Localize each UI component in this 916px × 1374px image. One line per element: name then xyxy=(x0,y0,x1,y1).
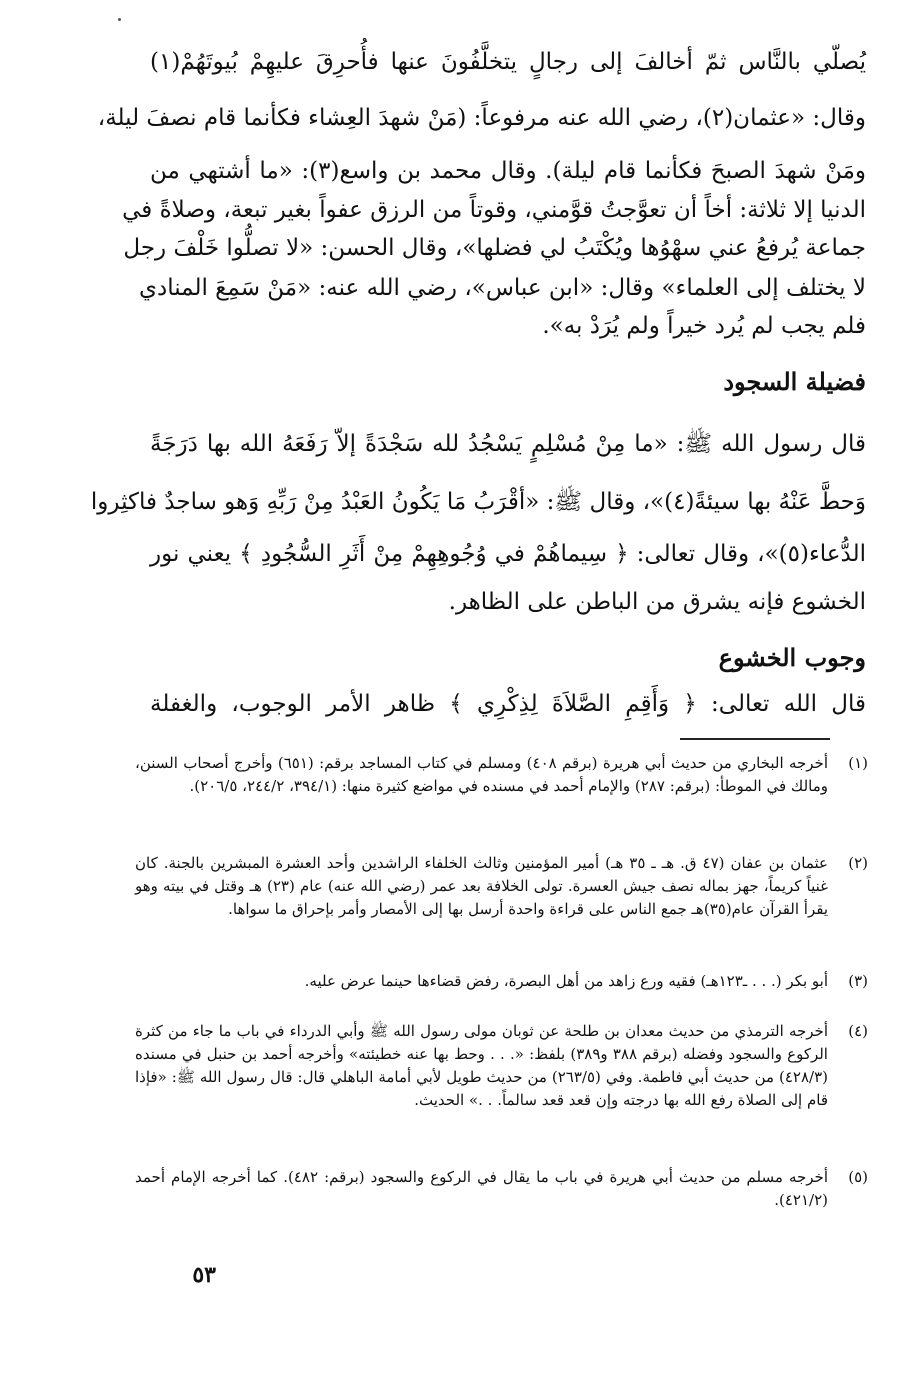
section-1-line-1: قال رسول الله ﷺ: «ما مِنْ مُسْلِمٍ يَسْجُدُ لله سَجْدَةً إلاّ رَفَعَهُ الله بها دَرَجَةً xyxy=(150,431,866,457)
page-number: ٥٣ xyxy=(192,1262,216,1288)
section-1-line-4: الخشوع فإنه يشرق من الباطن على الظاهر. xyxy=(448,589,866,615)
footnote-4 xyxy=(135,1020,868,1112)
footnote-text: أبو بكر (. . . ـ١٢٣هـ) فقيه ورع زاهد من أهل البصرة، رفض قضاءها حينما عرض عليه. xyxy=(304,972,828,990)
footnote-separator xyxy=(680,738,830,740)
body-line-5: جماعة يُرفعُ عني سهْوُها ويُكْتَبُ لي فضلها»، وقال الحسن: «لا تصلُّوا خَلْفَ رجل xyxy=(123,235,866,261)
footnote-text: أخرجه البخاري من حديث أبي هريرة (برقم ٤٠٨) ومسلم في كتاب المساجد برقم: (٦٥١) وأخرج أصحاب السنن، ومالك في الموطأ: (برقم: ٢٨٧) والإمام أحمد في مسنده في مواضع كثيرة منها: (٣٩٤/١، ٢٤٤/٢، ٢٠٦/٥). xyxy=(135,754,828,795)
footnote-number: (٥) xyxy=(848,1168,868,1186)
footnote-1 xyxy=(135,752,868,798)
footnote-text: أخرجه الترمذي من حديث معدان بن طلحة عن ثوبان مولى رسول الله ﷺ وأبي الدرداء في باب ما جاء من كثرة الركوع والسجود وفضله (برقم ٣٨٨ و٣٨٩) بلفظ: «. . . وحط بها عنه خطيئته» وأخرجه أحمد بن حنبل في مسنده (٤٢٨/٣) من حديث أبي فاطمة. وفي (٢٦٣/٥) من حديث طويل لأبي أمامة الباهلي قال: قال رسول الله ﷺ: «فإذا قام إلى الصلاة رفع الله بها درجته وإن قعد قعد سالماً. . .» الحديث. xyxy=(135,1022,828,1109)
footnote-3 xyxy=(135,970,868,993)
body-line-3: ومَنْ شهدَ الصبحَ فكأنما قام ليلة). وقال محمد بن واسع(٣): «ما أشتهي من xyxy=(150,158,867,184)
footnote-number: (٣) xyxy=(848,972,868,990)
footnote-text: أخرجه مسلم من حديث أبي هريرة في باب ما يقال في الركوع والسجود (برقم: ٤٨٢). كما أخرجه الإمام أحمد (٤٢١/٢). xyxy=(135,1168,828,1209)
section-1-line-2: وَحطَّ عَنْهُ بها سيئةً(٤)»، وقال ﷺ: «أقْرَبُ مَا يَكُونُ العَبْدُ مِنْ رَبِّهِ وَهو ساجدٌ فاكثِروا xyxy=(90,489,866,515)
footnote-text: عثمان بن عفان (٤٧ ق. هـ ـ ٣٥ هـ) أمير المؤمنين وثالث الخلفاء الراشدين وأحد العشرة المبشرين بالجنة. كان غنياً كريماً، جهز بماله نصف جيش العسرة. تولى الخلافة بعد عمر (رضي الله عنه) عام (٢٣) هـ وقتل في بيته وهو يقرأ القرآن عام(٣٥)هـ جمع الناس على قراءة واحدة أرسل بها إلى الأمصار وأمر بإحراق ما سواها. xyxy=(135,854,828,918)
body-line-4: الدنيا إلا ثلاثة: أخاً أن تعوَّجتُ قوَّمني، وقوتاً من الرزق عفواً بغير تبعة، وصلاةً في xyxy=(122,197,866,223)
footnote-number: (٢) xyxy=(848,854,868,872)
section-2-line-1: قال الله تعالى: ﴿ وَأَقِمِ الصَّلاَةَ لِذِكْرِي ﴾ ظاهر الأمر الوجوب، والغفلة xyxy=(150,691,866,717)
footnote-number: (٤) xyxy=(848,1022,868,1040)
body-line-6: لا يختلف إلى العلماء» وقال: «ابن عباس»، رضي الله عنه: «مَنْ سَمِعَ المنادي xyxy=(138,275,866,301)
body-line-2: وقال: «عثمان(٢)، رضي الله عنه مرفوعاً: (مَنْ شهدَ العِشاء فكأنما قام نصفَ ليلة، xyxy=(97,105,866,131)
body-line-7: فلم يجب لم يُرد خيراً ولم يُرَدْ به». xyxy=(542,313,866,339)
scan-speck xyxy=(118,18,121,21)
body-line-1: يُصلّي بالنَّاس ثمّ أخالفَ إلى رجالٍ يتخلَّفُونَ عنها فأُحرِقَ عليهِمْ بُيوتَهُمْ(١) xyxy=(150,49,866,75)
footnote-number: (١) xyxy=(848,754,868,772)
section-1-line-3: الدُّعاء(٥)»، وقال تعالى: ﴿ سِيماهُمْ في وُجُوهِهِمْ مِنْ أَثَرِ السُّجُودِ ﴾ يعني نور xyxy=(150,541,866,567)
footnote-5 xyxy=(135,1166,868,1212)
footnote-2 xyxy=(135,852,868,921)
section-heading-prostration: فضيلة السجود xyxy=(723,367,866,396)
section-heading-humility: وجوب الخشوع xyxy=(718,643,866,672)
